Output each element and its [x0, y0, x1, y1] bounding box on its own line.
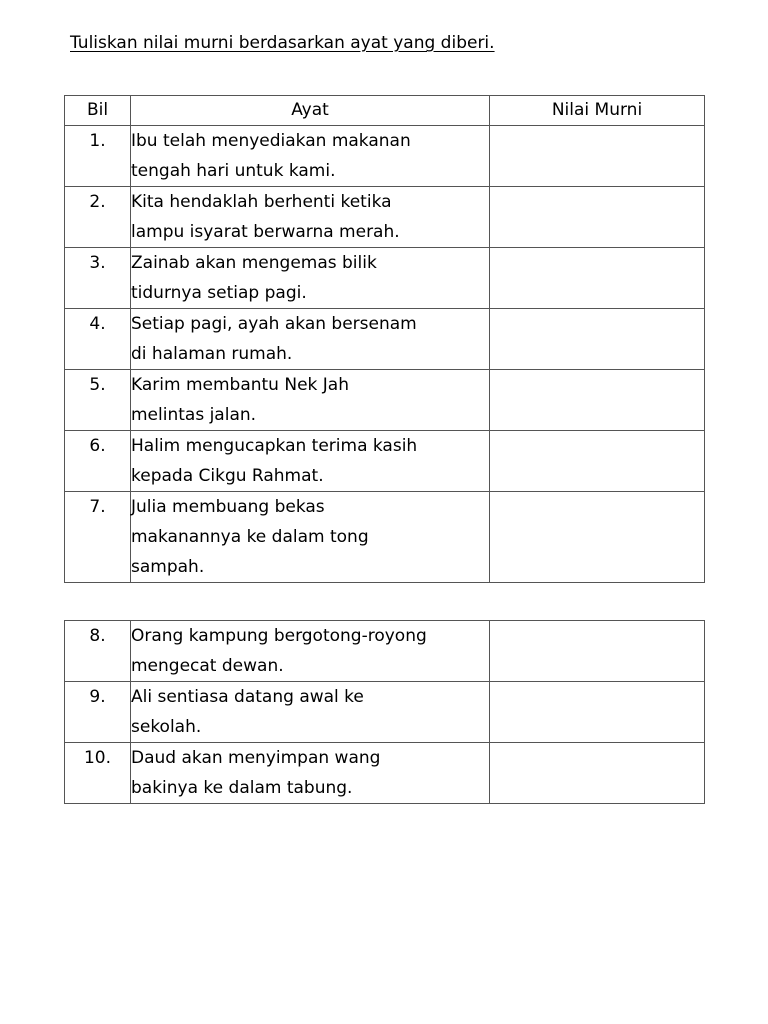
sentence-line: di halaman rumah.	[131, 344, 293, 364]
answer-cell[interactable]	[490, 248, 705, 309]
row-number: 10.	[65, 743, 131, 804]
table-row	[65, 187, 705, 248]
sentence-line: sampah.	[131, 557, 205, 577]
row-number: 2.	[65, 187, 131, 248]
sentence-cell	[131, 682, 490, 743]
row-number: 3.	[65, 248, 131, 309]
sentence-line: Ibu telah menyediakan makanan	[131, 131, 411, 151]
row-number: 6.	[65, 431, 131, 492]
row-number: 1.	[65, 126, 131, 187]
row-number: 8.	[65, 621, 131, 682]
answer-cell[interactable]	[490, 370, 705, 431]
answer-cell[interactable]	[490, 431, 705, 492]
sentence-line: Orang kampung bergotong-royong	[131, 626, 427, 646]
sentence-cell	[131, 492, 490, 583]
table-row	[65, 743, 705, 804]
table-row	[65, 126, 705, 187]
sentence-line: Setiap pagi, ayah akan bersenam	[131, 314, 417, 334]
row-number: 4.	[65, 309, 131, 370]
sentence-line: Daud akan menyimpan wang	[131, 748, 381, 768]
sentence-line: kepada Cikgu Rahmat.	[131, 466, 324, 486]
sentence-line: sekolah.	[131, 717, 202, 737]
sentence-cell	[131, 187, 490, 248]
worksheet-instruction: Tuliskan nilai murni berdasarkan ayat yang diberi.	[70, 33, 495, 53]
sentence-line: Karim membantu Nek Jah	[131, 375, 349, 395]
header-nilai-murni: Nilai Murni	[490, 96, 705, 126]
worksheet-table-1	[64, 95, 705, 583]
table-row	[65, 370, 705, 431]
header-ayat: Ayat	[131, 96, 490, 126]
sentence-line: melintas jalan.	[131, 405, 257, 425]
answer-cell[interactable]	[490, 309, 705, 370]
sentence-line: mengecat dewan.	[131, 656, 284, 676]
sentence-line: lampu isyarat berwarna merah.	[131, 222, 400, 242]
answer-cell[interactable]	[490, 621, 705, 682]
sentence-cell	[131, 743, 490, 804]
sentence-cell	[131, 431, 490, 492]
answer-cell[interactable]	[490, 126, 705, 187]
row-number: 9.	[65, 682, 131, 743]
sentence-line: Julia membuang bekas	[131, 497, 325, 517]
sentence-cell	[131, 248, 490, 309]
table-row	[65, 309, 705, 370]
sentence-line: makanannya ke dalam tong	[131, 527, 369, 547]
worksheet-table-2	[64, 620, 705, 804]
answer-cell[interactable]	[490, 187, 705, 248]
sentence-cell	[131, 621, 490, 682]
sentence-cell	[131, 309, 490, 370]
sentence-line: bakinya ke dalam tabung.	[131, 778, 353, 798]
answer-cell[interactable]	[490, 492, 705, 583]
header-bil: Bil	[65, 96, 131, 126]
table-header-row	[65, 96, 705, 126]
sentence-line: tengah hari untuk kami.	[131, 161, 336, 181]
sentence-line: Halim mengucapkan terima kasih	[131, 436, 418, 456]
table-row	[65, 248, 705, 309]
sentence-line: tidurnya setiap pagi.	[131, 283, 307, 303]
row-number: 5.	[65, 370, 131, 431]
answer-cell[interactable]	[490, 682, 705, 743]
sentence-cell	[131, 370, 490, 431]
sentence-line: Kita hendaklah berhenti ketika	[131, 192, 392, 212]
sentence-cell	[131, 126, 490, 187]
sentence-line: Zainab akan mengemas bilik	[131, 253, 377, 273]
table-row	[65, 431, 705, 492]
table-row	[65, 621, 705, 682]
table-row	[65, 492, 705, 583]
answer-cell[interactable]	[490, 743, 705, 804]
sentence-line: Ali sentiasa datang awal ke	[131, 687, 364, 707]
row-number: 7.	[65, 492, 131, 583]
table-row	[65, 682, 705, 743]
